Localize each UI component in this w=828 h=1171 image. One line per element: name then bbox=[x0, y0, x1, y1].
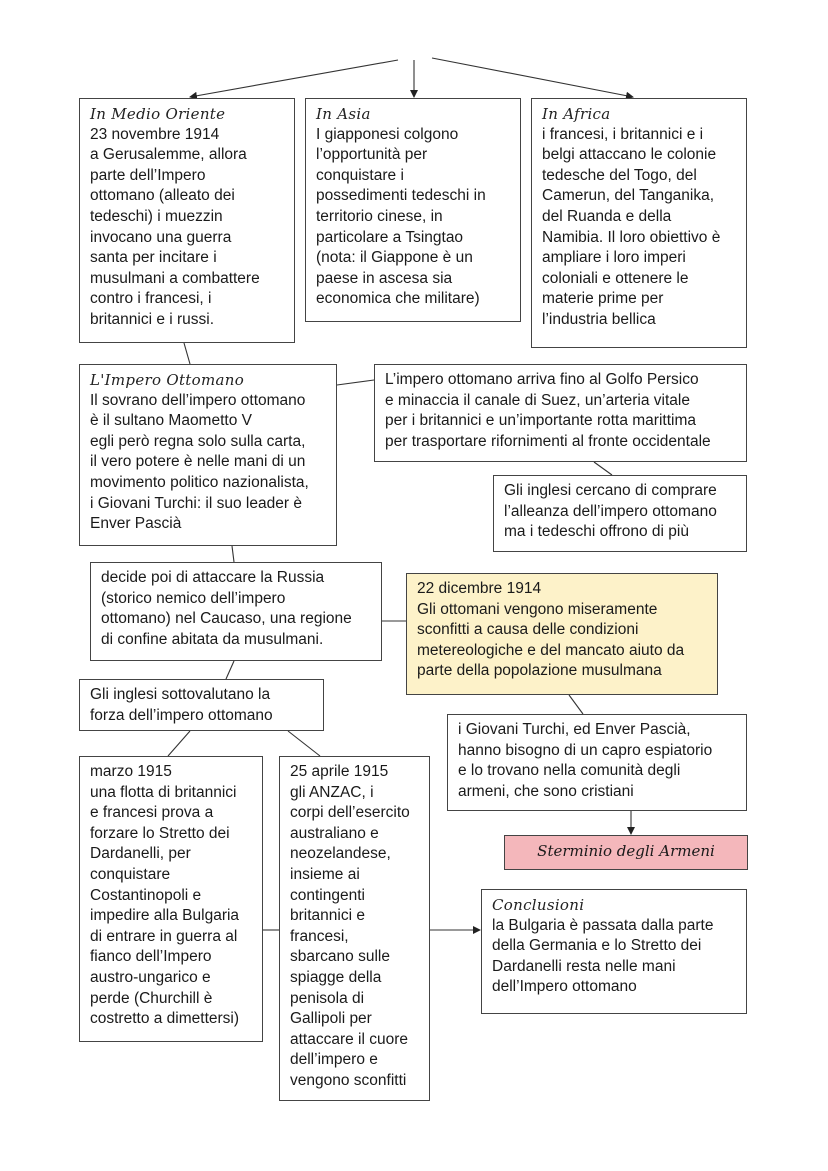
text-conclusioni: la Bulgaria è passata dalla parte della Germania e lo Stretto dei Dardanelli resta nelle mani dell’Impero ottomano bbox=[492, 916, 714, 996]
title-impero-ottomano: L'Impero Ottomano bbox=[90, 371, 245, 389]
line-golfo-inglesi bbox=[594, 462, 612, 475]
arrow-africa bbox=[432, 58, 633, 97]
box-impero-ottomano bbox=[79, 364, 337, 546]
title-medio-oriente: In Medio Oriente bbox=[90, 105, 226, 123]
text-giovani-turchi: i Giovani Turchi, ed Enver Pascià, hanno bisogno di un capro espiatorio e lo trovano nella comunità degli armeni, che sono cristiani bbox=[458, 721, 713, 800]
box-sterminio-armeni bbox=[504, 835, 748, 870]
text-medio-oriente: 23 novembre 1914 a Gerusalemme, allora parte dell’Impero ottomano (alleato dei tedeschi) i muezzin invocano una guerra santa per incitare i musulmani a combattere contro i francesi, i britannici e i russi. bbox=[90, 125, 260, 328]
title-africa: In Africa bbox=[542, 105, 611, 123]
line-impero-russia bbox=[232, 546, 234, 562]
box-sottovalutano bbox=[79, 679, 324, 731]
box-giovani-turchi bbox=[447, 714, 747, 811]
title-sterminio-armeni: Sterminio degli Armeni bbox=[537, 842, 715, 860]
title-conclusioni: Conclusioni bbox=[492, 896, 585, 914]
line-dicembre-giovani bbox=[569, 695, 583, 714]
text-asia: I giapponesi colgono l’opportunità per conquistare i possedimenti tedeschi in territorio cinese, in particolare a Tsingtao (nota: il Giappone è un paese in ascesa sia economica che militare) bbox=[316, 125, 486, 308]
text-marzo-1915: marzo 1915 una flotta di britannici e francesi prova a forzare lo Stretto dei Dardanelli, per conquistare Costantinopoli e impedire alla Bulgaria di entrare in guerra al fianco dell’Impero austro-ungarico e perde (Churchill è costretto a dimettersi) bbox=[90, 763, 240, 1028]
text-inglesi-comprare: Gli inglesi cercano di comprare l’alleanza dell’impero ottomano ma i tedeschi offrono di più bbox=[504, 482, 717, 541]
box-aprile-1915 bbox=[279, 756, 430, 1101]
line-impero-golfo bbox=[337, 380, 374, 385]
text-sottovalutano: Gli inglesi sottovalutano la forza dell’impero ottomano bbox=[90, 686, 273, 724]
box-medio-oriente bbox=[79, 98, 295, 343]
box-marzo-1915 bbox=[79, 756, 263, 1042]
text-dicembre-1914: 22 dicembre 1914 Gli ottomani vengono miseramente sconfitti a causa delle condizioni metereologiche e del mancato aiuto da parte della popolazione musulmana bbox=[417, 580, 685, 680]
box-dicembre-1914 bbox=[406, 573, 718, 695]
box-inglesi-comprare bbox=[493, 475, 747, 552]
text-africa: i francesi, i britannici e i belgi attaccano le colonie tedesche del Togo, del Camerun, del Tanganika, del Ruanda e della Namibia. Il loro obiettivo è ampliare i loro imperi coloniali e ottenere le materie prime per l’industria bellica bbox=[542, 125, 721, 328]
box-asia bbox=[305, 98, 521, 322]
line-sottovalutano-marzo bbox=[168, 731, 190, 756]
text-impero-ottomano: Il sovrano dell’impero ottomano è il sultano Maometto V egli però regna solo sulla carta, il vero potere è nelle mani di un movimento politico nazionalista, i Giovani Turchi: il suo leader è Enver Pascià bbox=[90, 391, 309, 533]
line-russia-sottovalutano bbox=[226, 661, 234, 679]
line-medio-impero bbox=[184, 343, 190, 364]
box-conclusioni bbox=[481, 889, 747, 1014]
title-asia: In Asia bbox=[316, 105, 371, 123]
text-golfo-persico: L’impero ottomano arriva fino al Golfo Persico e minaccia il canale di Suez, un’arteria vitale per i britannici e un’importante rotta marittima per trasportare rifornimenti al fronte occidentale bbox=[385, 371, 711, 450]
box-africa bbox=[531, 98, 747, 348]
box-attaccare-russia bbox=[90, 562, 382, 661]
text-aprile-1915: 25 aprile 1915 gli ANZAC, i corpi dell’esercito australiano e neozelandese, insieme ai contingenti britannici e francesi, sbarcano sulle spiagge della penisola di Gallipoli per attaccare il cuore dell’impero e vengono sconfitti bbox=[290, 763, 410, 1089]
text-attaccare-russia: decide poi di attaccare la Russia (storico nemico dell’impero ottomano) nel Caucaso, una regione di confine abitata da musulmani. bbox=[101, 569, 352, 648]
arrow-medio-oriente bbox=[190, 60, 398, 97]
box-golfo-persico bbox=[374, 364, 747, 462]
line-sottovalutano-aprile bbox=[288, 731, 320, 756]
